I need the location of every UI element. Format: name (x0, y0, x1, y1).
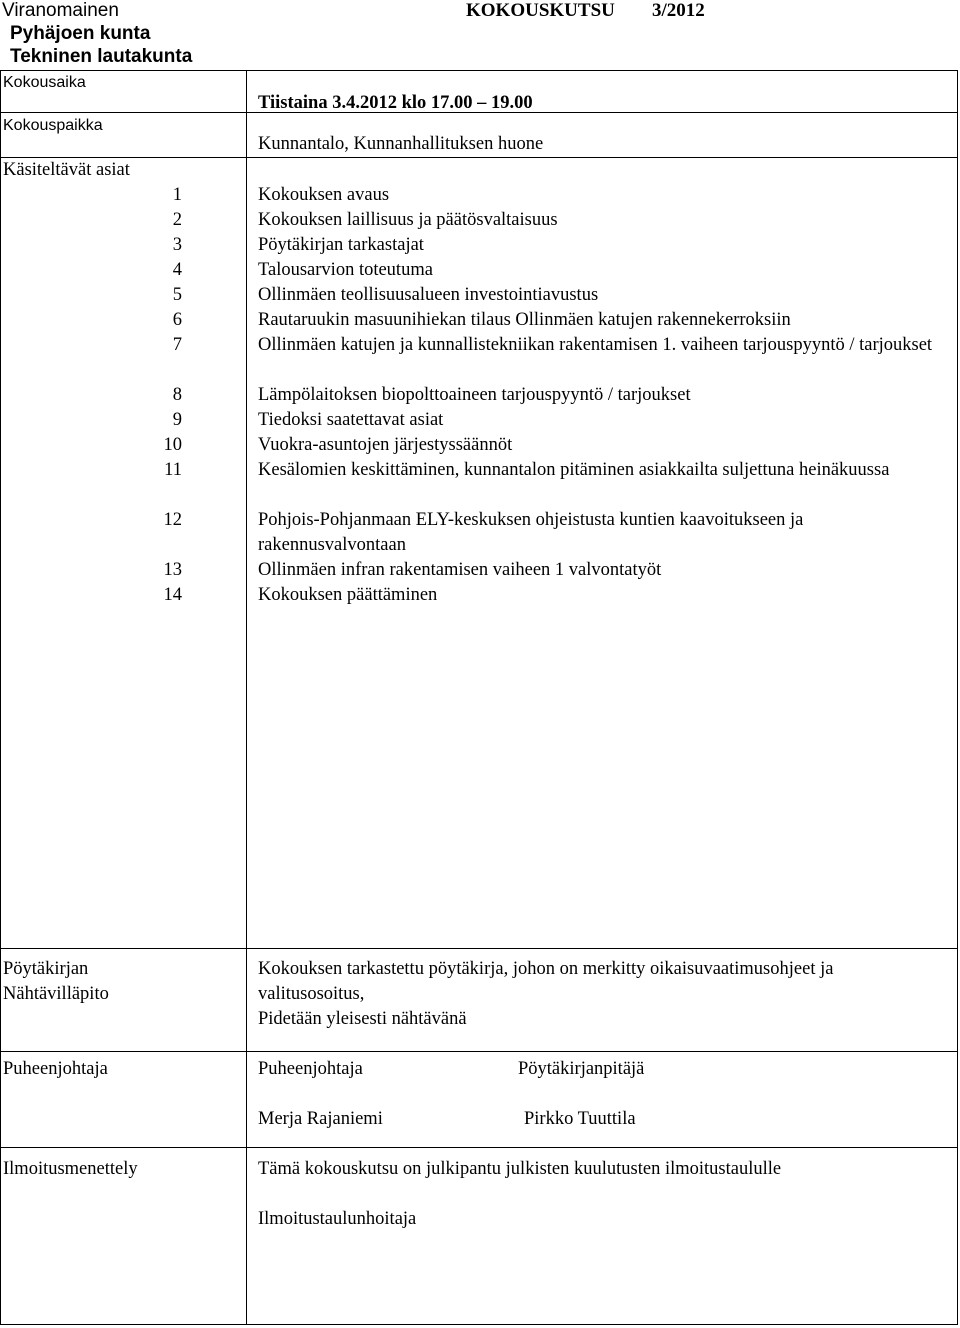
row-divider (0, 1051, 958, 1052)
agenda-item-text: Ollinmäen katujen ja kunnallistekniikan rakentamisen 1. vaiheen tarjouspyyntö / tarjoukset (258, 335, 933, 355)
row-divider (0, 157, 958, 158)
agenda-item-number: 9 (172, 410, 182, 430)
notice-label: Ilmoitusmenettely (3, 1159, 138, 1179)
minutes-display-text: Pidetään yleisesti nähtävänä (258, 1009, 467, 1029)
meeting-place-label: Kokouspaikka (3, 117, 103, 134)
row-divider (0, 948, 958, 949)
agenda-item-text: Vuokra-asuntojen järjestyssäännöt (258, 435, 513, 455)
municipality-name: Pyhäjoen kunta (10, 23, 151, 44)
agenda-item-number: 11 (164, 460, 182, 480)
agency-label: Viranomainen (2, 0, 119, 21)
minutes-text: Kokouksen tarkastettu pöytäkirja, johon on merkitty oikaisuvaatimusohjeet ja valitusosoitus, (258, 959, 834, 1004)
agenda-item-number: 10 (163, 435, 182, 455)
agenda-item-text: Rautaruukin masuunihiekan tilaus Ollinmäen katujen rakennekerroksiin (258, 310, 791, 330)
meeting-time-value: Tiistaina 3.4.2012 klo 17.00 – 19.00 (258, 93, 533, 113)
agenda-item-text: Talousarvion toteutuma (258, 260, 433, 280)
agenda-item-number: 6 (172, 310, 182, 330)
minutes-label-line1: Pöytäkirjan (3, 959, 89, 979)
agenda-item-number: 14 (163, 585, 182, 605)
agenda-item-text: Ollinmäen infran rakentamisen vaiheen 1 valvontatyöt (258, 560, 662, 580)
agenda-item-text: Kokouksen laillisuus ja päätösvaltaisuus (258, 210, 558, 230)
agenda-item-number: 4 (172, 260, 182, 280)
column-divider (246, 70, 247, 1325)
meeting-time-label: Kokousaika (3, 74, 86, 91)
board-name: Tekninen lautakunta (10, 46, 193, 67)
row-divider (0, 1147, 958, 1148)
secretary-title: Pöytäkirjanpitäjä (518, 1059, 645, 1079)
chair-name: Merja Rajaniemi (258, 1109, 383, 1129)
agenda-item-text: Pohjois-Pohjanmaan ELY-keskuksen ohjeistusta kuntien kaavoitukseen ja rakennusvalvontaan (258, 510, 804, 555)
minutes-label-line2: Nähtävilläpito (3, 984, 109, 1004)
agenda-item-text: Lämpölaitoksen biopolttoaineen tarjouspyyntö / tarjoukset (258, 385, 691, 405)
agenda-item-number: 2 (172, 210, 182, 230)
notice-text: Tämä kokouskutsu on julkipantu julkisten kuulutusten ilmoitustaululle (258, 1159, 782, 1179)
agenda-item-number: 7 (172, 335, 182, 355)
meeting-title: KOKOUSKUTSU (466, 0, 615, 21)
agenda-item-number: 12 (163, 510, 182, 530)
agenda-item-number: 8 (172, 385, 182, 405)
agenda-item-text: Ollinmäen teollisuusalueen investointiavustus (258, 285, 599, 305)
agenda-item-number: 3 (172, 235, 182, 255)
meeting-place-value: Kunnantalo, Kunnanhallituksen huone (258, 134, 544, 154)
notice-keeper: Ilmoitustaulunhoitaja (258, 1209, 417, 1229)
agenda-item-text: Tiedoksi saatettavat asiat (258, 410, 444, 430)
chair-label: Puheenjohtaja (3, 1059, 108, 1079)
meeting-number: 3/2012 (652, 0, 705, 21)
agenda-item-number: 1 (172, 185, 182, 205)
agenda-item-number: 13 (163, 560, 182, 580)
agenda-item-number: 5 (172, 285, 182, 305)
agenda-item-text: Kesälomien keskittäminen, kunnantalon pitäminen asiakkailta suljettuna heinäkuussa (258, 460, 890, 480)
chair-title: Puheenjohtaja (258, 1059, 363, 1079)
agenda-label: Käsiteltävät asiat (3, 160, 130, 180)
secretary-name: Pirkko Tuuttila (524, 1109, 636, 1129)
agenda-item-text: Pöytäkirjan tarkastajat (258, 235, 424, 255)
agenda-item-text: Kokouksen avaus (258, 185, 390, 205)
agenda-item-text: Kokouksen päättäminen (258, 585, 438, 605)
